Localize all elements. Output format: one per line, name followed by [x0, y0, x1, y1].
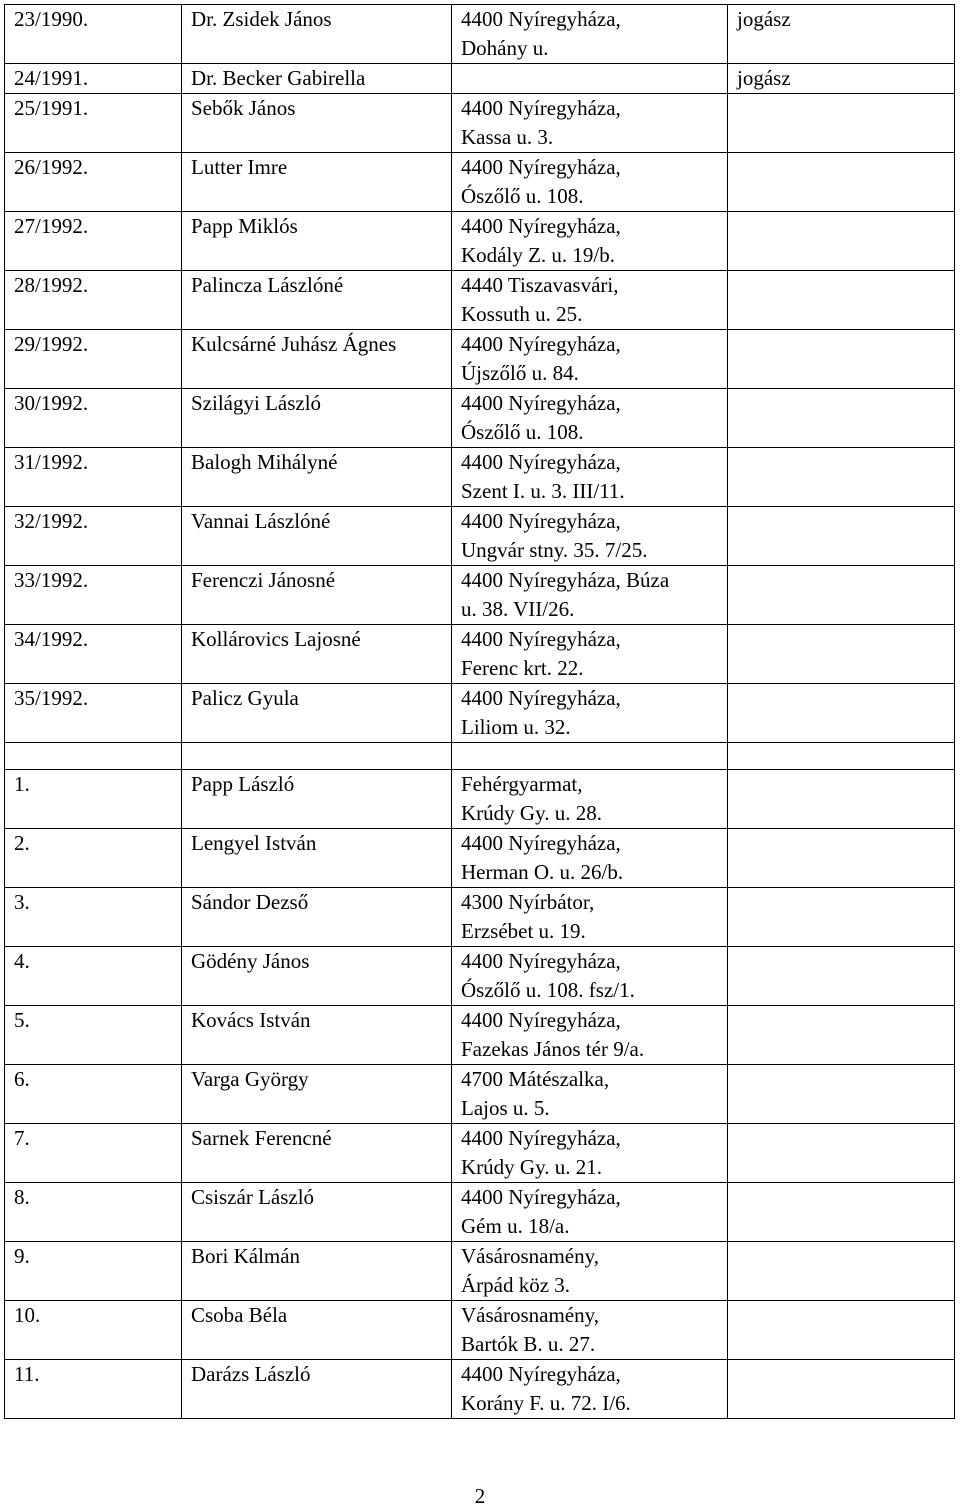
address-line: 4400 Nyíregyháza,	[461, 1185, 621, 1209]
profession-note	[728, 566, 955, 625]
table-row	[5, 448, 955, 507]
address-cell	[452, 389, 728, 448]
table-row	[5, 888, 955, 947]
profession-note	[728, 1124, 955, 1183]
table-row	[5, 94, 955, 153]
table-row	[5, 1124, 955, 1183]
table-row	[5, 625, 955, 684]
address-line: 4400 Nyíregyháza,	[461, 1008, 621, 1032]
address-line: Ószőlő u. 108.	[461, 184, 584, 208]
table-row	[5, 1006, 955, 1065]
address-cell	[452, 770, 728, 829]
person-name: Csoba Béla	[182, 1301, 452, 1360]
address-cell	[452, 1124, 728, 1183]
person-name: Sarnek Ferencné	[182, 1124, 452, 1183]
registration-number: 26/1992.	[5, 153, 182, 212]
registration-number: 2.	[5, 829, 182, 888]
profession-note	[728, 1360, 955, 1419]
address-line: Szent I. u. 3. III/11.	[461, 479, 625, 503]
registration-number: 8.	[5, 1183, 182, 1242]
address-line: Bartók B. u. 27.	[461, 1332, 596, 1356]
address-cell	[452, 566, 728, 625]
address-cell	[452, 684, 728, 743]
table-row	[5, 271, 955, 330]
address-line: 4400 Nyíregyháza,	[461, 509, 621, 533]
person-name: Gödény János	[182, 947, 452, 1006]
address-cell	[452, 212, 728, 271]
profession-note	[728, 153, 955, 212]
spacer-cell	[452, 743, 728, 770]
address-cell	[452, 1065, 728, 1124]
profession-note	[728, 1006, 955, 1065]
address-line: 4300 Nyírbátor,	[461, 890, 595, 914]
address-line: Árpád köz 3.	[461, 1273, 571, 1297]
address-line: 4400 Nyíregyháza,	[461, 831, 621, 855]
registry-table	[4, 4, 955, 1419]
address-line: 4700 Mátészalka,	[461, 1067, 610, 1091]
registration-number: 35/1992.	[5, 684, 182, 743]
person-name: Palincza Lászlóné	[182, 271, 452, 330]
person-name: Vannai Lászlóné	[182, 507, 452, 566]
person-name: Sebők János	[182, 94, 452, 153]
table-row	[5, 330, 955, 389]
registration-number: 32/1992.	[5, 507, 182, 566]
address-line: 4400 Nyíregyháza,	[461, 450, 621, 474]
registration-number: 6.	[5, 1065, 182, 1124]
table-row	[5, 947, 955, 1006]
address-line: Erzsébet u. 19.	[461, 919, 586, 943]
address-cell	[452, 507, 728, 566]
profession-note	[728, 684, 955, 743]
address-line: 4400 Nyíregyháza,	[461, 686, 621, 710]
address-line: 4440 Tiszavasvári,	[461, 273, 619, 297]
table-row	[5, 389, 955, 448]
profession-note	[728, 448, 955, 507]
registration-number: 23/1990.	[5, 5, 182, 64]
address-cell	[452, 448, 728, 507]
profession-note	[728, 389, 955, 448]
address-line: 4400 Nyíregyháza,	[461, 332, 621, 356]
registration-number: 11.	[5, 1360, 182, 1419]
registration-number: 1.	[5, 770, 182, 829]
table-row	[5, 64, 955, 94]
address-cell	[452, 829, 728, 888]
registration-number: 31/1992.	[5, 448, 182, 507]
address-cell	[452, 1242, 728, 1301]
table-row	[5, 684, 955, 743]
address-line: Kassa u. 3.	[461, 125, 554, 149]
person-name: Kovács István	[182, 1006, 452, 1065]
spacer-row	[5, 743, 955, 770]
person-name: Sándor Dezső	[182, 888, 452, 947]
profession-note	[728, 212, 955, 271]
registration-number: 33/1992.	[5, 566, 182, 625]
person-name: Lutter Imre	[182, 153, 452, 212]
address-line: Ószőlő u. 108.	[461, 420, 584, 444]
profession-note: jogász	[728, 5, 955, 64]
table-row	[5, 1065, 955, 1124]
person-name: Bori Kálmán	[182, 1242, 452, 1301]
address-line: 4400 Nyíregyháza,	[461, 391, 621, 415]
profession-note	[728, 888, 955, 947]
registration-number: 5.	[5, 1006, 182, 1065]
person-name: Lengyel István	[182, 829, 452, 888]
profession-note	[728, 1065, 955, 1124]
registration-number: 7.	[5, 1124, 182, 1183]
address-line: Fehérgyarmat,	[461, 772, 583, 796]
profession-note	[728, 625, 955, 684]
profession-note	[728, 1301, 955, 1360]
address-line: Ószőlő u. 108. fsz/1.	[461, 978, 635, 1002]
address-cell	[452, 153, 728, 212]
address-line: Kossuth u. 25.	[461, 302, 583, 326]
person-name: Papp László	[182, 770, 452, 829]
registry-body	[5, 5, 955, 1419]
table-row	[5, 566, 955, 625]
address-cell	[452, 1360, 728, 1419]
person-name: Dr. Zsidek János	[182, 5, 452, 64]
profession-note	[728, 330, 955, 389]
profession-note	[728, 947, 955, 1006]
registration-number: 29/1992.	[5, 330, 182, 389]
address-line: Vásárosnamény,	[461, 1244, 600, 1268]
address-line: 4400 Nyíregyháza,	[461, 1362, 621, 1386]
address-cell	[452, 1006, 728, 1065]
registration-number: 9.	[5, 1242, 182, 1301]
address-line: 4400 Nyíregyháza,	[461, 96, 621, 120]
address-cell	[452, 625, 728, 684]
table-row	[5, 1242, 955, 1301]
person-name: Kulcsárné Juhász Ágnes	[182, 330, 452, 389]
profession-note	[728, 770, 955, 829]
address-line: 4400 Nyíregyháza,	[461, 627, 621, 651]
person-name: Kollárovics Lajosné	[182, 625, 452, 684]
profession-note	[728, 507, 955, 566]
address-line: Krúdy Gy. u. 21.	[461, 1155, 602, 1179]
table-row	[5, 770, 955, 829]
address-cell	[452, 888, 728, 947]
table-row	[5, 5, 955, 64]
address-line: Újszőlő u. 84.	[461, 361, 579, 385]
address-line: u. 38. VII/26.	[461, 597, 575, 621]
table-row	[5, 1183, 955, 1242]
profession-note	[728, 1183, 955, 1242]
address-line: Krúdy Gy. u. 28.	[461, 801, 602, 825]
registration-number: 28/1992.	[5, 271, 182, 330]
registration-number: 34/1992.	[5, 625, 182, 684]
registration-number: 4.	[5, 947, 182, 1006]
page-number: 2	[474, 1484, 486, 1508]
address-line: 4400 Nyíregyháza, Búza	[461, 568, 670, 592]
person-name: Palicz Gyula	[182, 684, 452, 743]
person-name: Csiszár László	[182, 1183, 452, 1242]
profession-note: jogász	[728, 64, 955, 94]
address-line: Ferenc krt. 22.	[461, 656, 584, 680]
address-line: Lajos u. 5.	[461, 1096, 550, 1120]
table-row	[5, 829, 955, 888]
address-line: Liliom u. 32.	[461, 715, 571, 739]
address-cell	[452, 94, 728, 153]
address-line: 4400 Nyíregyháza,	[461, 949, 621, 973]
address-line: 4400 Nyíregyháza,	[461, 7, 621, 31]
profession-note	[728, 829, 955, 888]
person-name: Dr. Becker Gabirella	[182, 64, 452, 94]
table-row	[5, 507, 955, 566]
address-line: Ungvár stny. 35. 7/25.	[461, 538, 648, 562]
address-cell	[452, 330, 728, 389]
table-row	[5, 153, 955, 212]
profession-note	[728, 1242, 955, 1301]
table-row	[5, 212, 955, 271]
person-name: Szilágyi László	[182, 389, 452, 448]
registration-number: 3.	[5, 888, 182, 947]
registration-number: 24/1991.	[5, 64, 182, 94]
address-line: Dohány u.	[461, 36, 549, 60]
address-cell	[452, 1183, 728, 1242]
spacer-cell	[5, 743, 182, 770]
address-line: 4400 Nyíregyháza,	[461, 155, 621, 179]
table-row	[5, 1301, 955, 1360]
address-line: Vásárosnamény,	[461, 1303, 600, 1327]
person-name: Darázs László	[182, 1360, 452, 1419]
person-name: Papp Miklós	[182, 212, 452, 271]
address-cell	[452, 64, 728, 94]
address-cell	[452, 5, 728, 64]
address-line: Kodály Z. u. 19/b.	[461, 243, 615, 267]
address-line: Herman O. u. 26/b.	[461, 860, 624, 884]
address-cell	[452, 1301, 728, 1360]
person-name: Balogh Mihályné	[182, 448, 452, 507]
registration-number: 10.	[5, 1301, 182, 1360]
spacer-cell	[728, 743, 955, 770]
address-line: 4400 Nyíregyháza,	[461, 1126, 621, 1150]
spacer-cell	[182, 743, 452, 770]
person-name: Varga György	[182, 1065, 452, 1124]
profession-note	[728, 94, 955, 153]
person-name: Ferenczi Jánosné	[182, 566, 452, 625]
address-cell	[452, 271, 728, 330]
table-row	[5, 1360, 955, 1419]
address-line: Korány F. u. 72. I/6.	[461, 1391, 631, 1415]
profession-note	[728, 271, 955, 330]
registration-number: 30/1992.	[5, 389, 182, 448]
registration-number: 27/1992.	[5, 212, 182, 271]
address-cell	[452, 947, 728, 1006]
registration-number: 25/1991.	[5, 94, 182, 153]
address-line: Gém u. 18/a.	[461, 1214, 570, 1238]
address-line: Fazekas János tér 9/a.	[461, 1037, 645, 1061]
address-line: 4400 Nyíregyháza,	[461, 214, 621, 238]
